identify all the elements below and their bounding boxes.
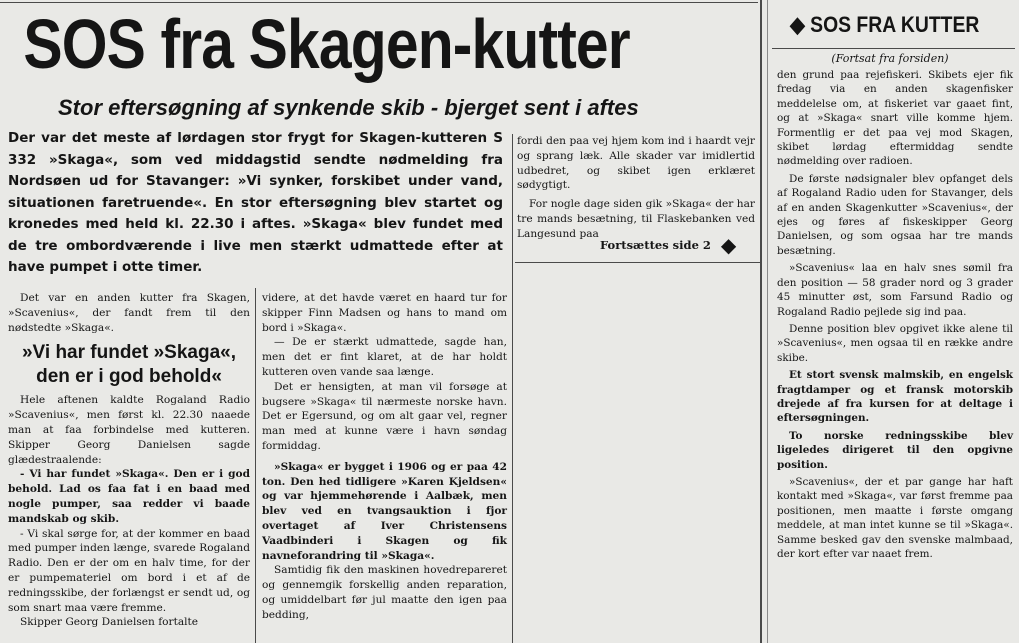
column-divider-2 xyxy=(512,134,513,643)
right-heading-rule xyxy=(772,48,1015,49)
fact-sentence: »Skaga« er bygget i 1906 og er paa 42 ton. xyxy=(262,460,507,488)
history-sentence: Den hed tidligere »Karen Kjeldsen« og var hjemmehørende i Aalbæk, men blev ved en tvangsauktion i fjor overtaget af Iver Christensens Vaadbinderi i Skagen og fik navneforandring til »Skaga«. xyxy=(262,475,507,562)
article-column-2 xyxy=(262,291,507,623)
right-section-divider xyxy=(760,0,762,643)
paragraph: Det var en anden kutter fra Skagen, »Scavenius«, der fandt frem til den nødstedte »Skaga«. xyxy=(8,292,250,334)
paragraph: Samtidig fik den maskinen hovedrepareret og gennemgik forskellig anden reparation, og umiddelbart før jul maatte den igen paa bedding, xyxy=(262,564,507,621)
subheadline: Stor eftersøgning af synkende skib - bjerget sent i aftes xyxy=(58,95,639,120)
paragraph xyxy=(262,460,507,564)
paragraph: To norske redningsskibe blev ligeledes dirigeret til den opgivne position. xyxy=(777,429,1013,471)
paragraph: videre, at det havde været en haard tur for skipper Finn Madsen og hans to mand om bord i »Skaga«. xyxy=(262,292,507,334)
diamond-icon: ◆ xyxy=(790,12,805,37)
quote-paragraph: - Vi har fundet »Skaga«. Den er i god behold. Lad os faa fat i en baad med nogle pumper, saa redder vi baade mandskab og skib. xyxy=(8,468,250,525)
paragraph: — De er stærkt udmattede, sagde han, men det er fint klaret, at de har holdt kutteren oven vande saa længe. xyxy=(262,336,507,378)
continued-from-note: (Fortsat fra forsiden) xyxy=(831,52,949,65)
lead-paragraph: Der var det meste af lørdagen stor frygt for Skagen-kutteren S 332 »Skaga«, som ved middagstid sendte nødmelding fra Nordsøen ud for Stavanger: »Vi synker, forskibet under vand, situationen faretruende«. En stor eftersøgning blev startet og kronedes med held kl. 22.30 i aftes. »Skaga« blev fundet med de tre ombordværende i live men stærkt udmattede efter at have pumpet i otte timer. xyxy=(8,130,503,275)
right-heading-text: SOS FRA KUTTER xyxy=(810,12,980,37)
paragraph: For nogle dage siden gik »Skaga« der har tre mands besætning, til Flaskebanken ved Langesund paa xyxy=(517,198,755,240)
paragraph: De første nødsignaler blev opfanget dels af Rogaland Radio uden for Stavanger, dels af en anden Skagenkutter »Scavenius«, der ejes og føres af fiskeskipper Georg Danielsen, og som ogsaa har tre mands besætning. xyxy=(777,172,1013,257)
continued-note xyxy=(600,233,736,257)
paragraph: - Vi skal sørge for, at der kommer en baad med pumper inden længe, svarede Rogaland Radio. Den er der om en halv time, for der er pumpemateriel om bord i et af de redningsskibe, der forlængst er sendt ud, og som snart maa være fremme. xyxy=(8,527,250,614)
article-subtitle: »Vi har fundet »Skaga«, den er i god behold« xyxy=(21,342,236,388)
paragraph: den grund paa rejefiskeri. Skibets ejer fik fredag via en anden skagenfisker meddelelse om, at fiskeriet var gaaet fint, og at »Skaga« snart ville komme hjem. Formentlig er det paa vej mod Skagen, skibet lørdag eftermiddag sendte nødmelding over radioen. xyxy=(777,69,1013,168)
paragraph: Skipper Georg Danielsen fortalte xyxy=(20,616,199,629)
paragraph: fordi den paa vej hjem kom ind i haardt vejr og sprang læk. Alle skader var imidlertid udbedret, og skibet igen erklæret sødygtigt. xyxy=(517,135,755,192)
paragraph: Et stort svensk malmskib, en engelsk fragtdamper og et fransk motorskib drejede af fra kursen for at deltage i eftersøgningen. xyxy=(777,369,1013,425)
column-3-end-rule xyxy=(515,262,760,263)
top-rule xyxy=(0,2,758,3)
paragraph: Det er hensigten, at man vil forsøge at bugsere »Skaga« til nærmeste norske havn. Det er Egersund, og om alt gaar vel, regner man med at kunne være i havn søndag formiddag. xyxy=(262,380,507,452)
diamond-icon: ◆ xyxy=(720,233,737,257)
article-column-1 xyxy=(8,291,250,630)
continued-label: Fortsættes side 2 xyxy=(600,238,711,252)
paragraph: Hele aftenen kaldte Rogaland Radio »Scavenius«, men først kl. 22.30 naaede man at faa forbindelse med kutteren. Skipper Georg Danielsen sagde glædestraalende: xyxy=(8,394,250,466)
column-divider-1 xyxy=(255,288,256,643)
right-section-divider-inner xyxy=(767,0,768,643)
headline: SOS fra Skagen-kutter xyxy=(23,5,630,83)
paragraph: Denne position blev opgivet ikke alene til »Scavenius«, men ogsaa til en række andre skibe. xyxy=(777,322,1013,364)
right-article-body xyxy=(777,68,1013,561)
paragraph: »Scavenius«, der et par gange har haft kontakt med »Skaga«, var først fremme paa positionen, men maatte i første omgang meddele, at man intet kunne se til »Skaga«. Samme besked gav den svenske malmbaad, der kort efter var naaet frem. xyxy=(777,475,1013,560)
right-article-heading xyxy=(790,12,979,38)
article-column-3 xyxy=(517,134,755,242)
paragraph: »Scavenius« laa en halv snes sømil fra den position — 58 grader nord og 3 grader 45 minutter øst, som Farsund Radio og Rogaland Radio pejlede sig ind paa. xyxy=(777,262,1013,318)
